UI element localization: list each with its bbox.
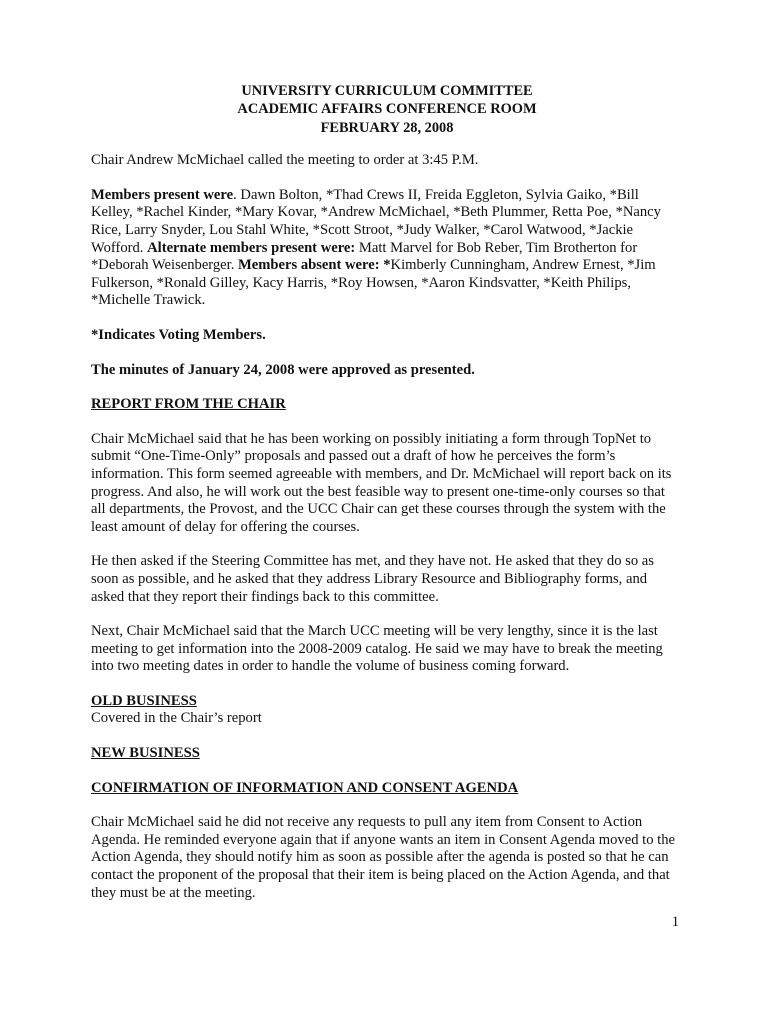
old-business-text: Covered in the Chair’s report [91,710,262,727]
confirmation-text: Chair McMichael said he did not receive any requests to pull any item from Consent to Action Agenda. He reminded everyone again that if anyone wants an item in Consent Agenda moved to the Action Agenda, they should notify him as soon as possible after the agenda is posted so that he can contact the proponent of the proposal that their item is being placed on the Action Agenda, and that they must be at the meeting. [91,814,675,901]
alternate-members-label: Alternate members present were: [147,239,356,256]
members-present-list: . Dawn Bolton, *Thad Crews II, Freida Eggleton, Sylvia Gaiko, *Bill Kelley, *Rachel Kinder, *Mary Kovar, *Andrew McMichael, *Beth Plummer, Retta Poe, *Nancy Rice, Larry Snyder, Lou Stahl White, *Scott Stroot, *Judy Walker, *Carol Watwood, *Jackie Wofford. [91,186,661,256]
members-present-label: Members present were [91,186,234,203]
members-absent-label: Members absent were: * [238,257,391,274]
report-chair-paragraph-3: Next, Chair McMichael said that the March UCC meeting will be very lengthy, since it is the last meeting to get information into the 2008-2009 catalog. He said we may have to break the meeting into two meeting dates in order to handle the volume of business coming forward. [91,623,663,675]
confirmation-heading: CONFIRMATION OF INFORMATION AND CONSENT AGENDA [91,779,519,796]
new-business-heading: NEW BUSINESS [91,745,200,762]
report-chair-paragraph-2: He then asked if the Steering Committee has met, and they have not. He asked that they do so as soon as possible, and he asked that they address Library Resource and Bibliography forms, and asked that they report their findings back to this committee. [91,553,654,605]
report-chair-paragraph-1: Chair McMichael said that he has been working on possibly initiating a form through TopNet to submit “One-Time-Only” proposals and passed out a draft of how he perceives the form’s information. This form seemed agreeable with members, and Dr. McMichael will report back on its progress. And also, he will work out the best feasible way to present one-time-only courses so that all departments, the Provost, and the UCC Chair can get these courses through the system with the least amount of delay for offering the courses. [91,430,672,535]
call-to-order: Chair Andrew McMichael called the meeting to order at 3:45 P.M. [91,152,479,169]
report-chair-heading: REPORT FROM THE CHAIR [91,396,286,413]
members-absent-list: Kimberly Cunningham, Andrew Ernest, *Jim Fulkerson, *Ronald Gilley, Kacy Harris, *Roy Howsen, *Aaron Kindsvatter, *Keith Philips, *Michelle Trawick. [91,257,656,309]
alternate-members-list: Matt Marvel for Bob Reber, Tim Brotherton for *Deborah Weisenberger. [91,239,638,274]
committee-title: UNIVERSITY CURRICULUM COMMITTEE [241,83,533,99]
minutes-approval-note: The minutes of January 24, 2008 were approved as presented. [91,361,475,378]
attendance-paragraph [91,187,683,310]
meeting-date: FEBRUARY 28, 2008 [320,119,454,136]
old-business-heading: OLD BUSINESS [91,692,197,709]
meeting-location: ACADEMIC AFFAIRS CONFERENCE ROOM [237,101,537,118]
document-header [91,82,683,137]
voting-members-note: *Indicates Voting Members. [91,326,266,343]
document-page [91,82,683,919]
page-number: 1 [671,914,679,930]
